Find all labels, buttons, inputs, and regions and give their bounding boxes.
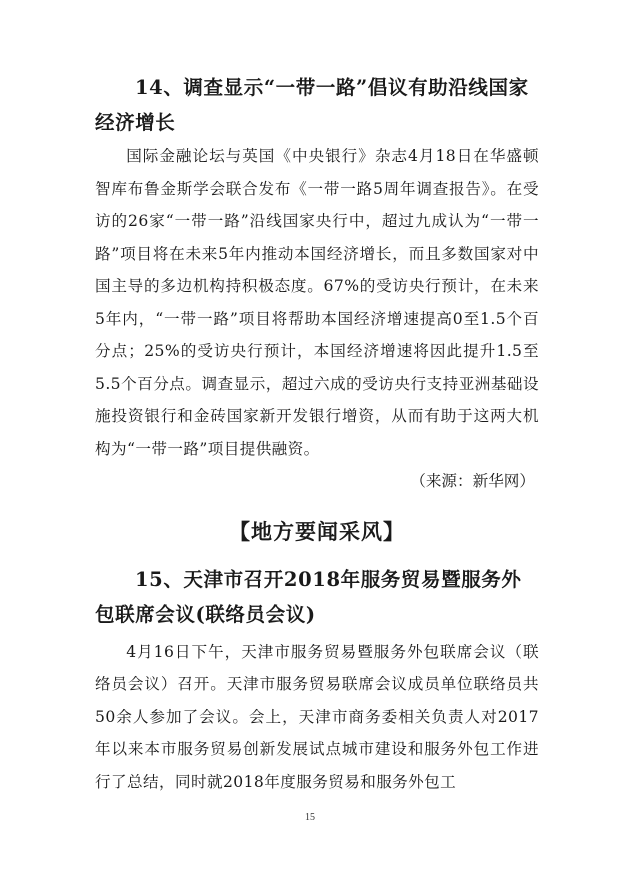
page-number: 15 xyxy=(305,812,315,823)
article-14-title: 14、调查显示“一带一路”倡议有助沿线国家经济增长 xyxy=(95,76,529,134)
section-title: 【地方要闻采风】 xyxy=(229,518,405,544)
article-14-body: 国际金融论坛与英国《中央银行》杂志4月18日在华盛顿智库布鲁金斯学会联合发布《一带一路5周年调查报告》。在受访的26家“一带一路”沿线国家央行中，超过九成认为“一带一路”项目将在未来5年内推动本国经济增长，而且多数国家对中国主导的多边机构持积极态度。67%的受访央行预计，在未来5年内，“一带一路”项目将帮助本国经济增速提高0至1.5个百分点；25%的受访央行预计，本国经济增速将因此提升1.5至5.5个百分点。调查显示，超过六成的受访央行支持亚洲基础设施投资银行和金砖国家新开发银行增资，从而有助于这两大机构为“一带一路”项目提供融资。 xyxy=(95,147,539,458)
article-15-title: 15、天津市召开2018年服务贸易暨服务外包联席会议(联络员会议) xyxy=(95,567,522,626)
article-14-source: （来源：新华网） xyxy=(410,472,535,490)
article-15-body: 4月16日下午，天津市服务贸易暨服务外包联席会议（联络员会议）召开。天津市服务贸易联席会议成员单位联络员共50余人参加了会议。会上，天津市商务委相关负责人对2017年以来本市服务贸易创新发展试点城市建设和服务外包工作进行了总结，同时就2018年度服务贸易和服务外包工 xyxy=(95,642,539,791)
document-page xyxy=(95,70,539,798)
